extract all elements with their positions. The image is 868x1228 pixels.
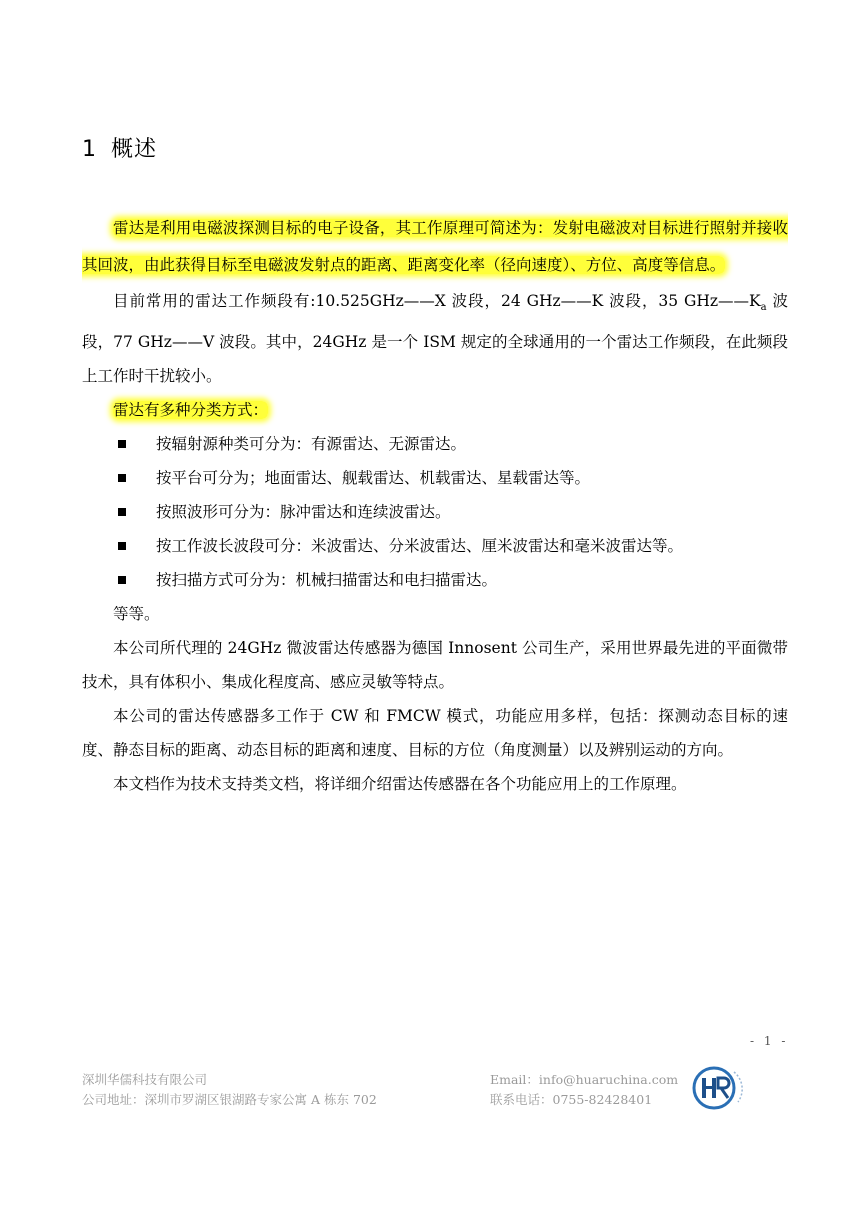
- bullet-square-icon: [118, 474, 126, 482]
- document-body: [82, 210, 788, 801]
- page-number: - 1 -: [750, 1034, 789, 1048]
- bullet-square-icon: [118, 542, 126, 550]
- bullet-square-icon: [118, 508, 126, 516]
- list-item: [82, 563, 788, 597]
- paragraph-classification: [82, 393, 788, 427]
- paragraph-product: 本公司所代理的 24GHz 微波雷达传感器为德国 Innosent 公司生产，采用世界最先进的平面微带技术，具有体积小、集成化程度高、感应灵敏等特点。: [82, 639, 788, 692]
- list-item: [82, 529, 788, 563]
- section-number: 1: [82, 137, 97, 162]
- bullet-square-icon: [118, 576, 126, 584]
- section-heading: [82, 132, 157, 163]
- highlighted-text: 雷达是利用电磁波探测目标的电子设备，其工作原理可简述为：发射电磁波对目标进行照射并接收其回波，由此获得目标至电磁波发射点的距离、距离变化率（径向速度）、方位、高度等信息。: [82, 219, 788, 274]
- paragraph-modes: 本公司的雷达传感器多工作于 CW 和 FMCW 模式，功能应用多样，包括：探测动态目标的速度、静态目标的距离、动态目标的距离和速度、目标的方位（角度测量）以及辨别运动的方向。: [82, 707, 788, 760]
- list-item-text: 按照波形可分为：脉冲雷达和连续波雷达。: [156, 503, 451, 522]
- footer-address: 公司地址：深圳市罗湖区银湖路专家公寓 A 栋东 702: [82, 1092, 377, 1107]
- bullet-square-icon: [118, 440, 126, 448]
- list-item: [82, 461, 788, 495]
- classification-list: [82, 427, 788, 597]
- footer-email: Email：info@huaruchina.com: [490, 1072, 679, 1087]
- company-logo-icon: [690, 1064, 750, 1112]
- footer-contact-info: [490, 1070, 678, 1110]
- list-item: [82, 495, 788, 529]
- section-title: 概述: [111, 137, 158, 162]
- list-item-text: 按辐射源种类可分为：有源雷达、无源雷达。: [156, 435, 467, 454]
- footer-phone: 联系电话：0755-82428401: [490, 1092, 653, 1107]
- frequency-text: 目前常用的雷达工作频段有:10.525GHz——X 波段，24 GHz——K 波段，35 GHz——K: [113, 292, 761, 310]
- highlighted-text: 雷达有多种分类方式：: [113, 401, 269, 420]
- list-item-text: 按工作波长波段可分：米波雷达、分米波雷达、厘米波雷达和毫米波雷达等。: [156, 537, 684, 556]
- paragraph-purpose: 本文档作为技术支持类文档，将详细介绍雷达传感器在各个功能应用上的工作原理。: [113, 775, 687, 794]
- list-item-text: 按平台可分为；地面雷达、舰载雷达、机载雷达、星载雷达等。: [156, 469, 591, 488]
- list-item-text: 按扫描方式可分为：机械扫描雷达和电扫描雷达。: [156, 571, 498, 590]
- paragraph-intro: [82, 210, 788, 284]
- paragraph-etc: 等等。: [113, 605, 160, 624]
- subscript-a: a: [760, 302, 767, 314]
- paragraph-frequency-bands: [82, 284, 788, 393]
- list-item: [82, 427, 788, 461]
- footer-company-name: 深圳华儒科技有限公司: [82, 1072, 208, 1087]
- frequency-text-cont: 波段，77 GHz——V 波段。其中，24GHz 是一个 ISM 规定的全球通用的一个雷达工作频段，在此频段上工作时干扰较小。: [82, 292, 788, 386]
- footer-company-info: [82, 1070, 377, 1110]
